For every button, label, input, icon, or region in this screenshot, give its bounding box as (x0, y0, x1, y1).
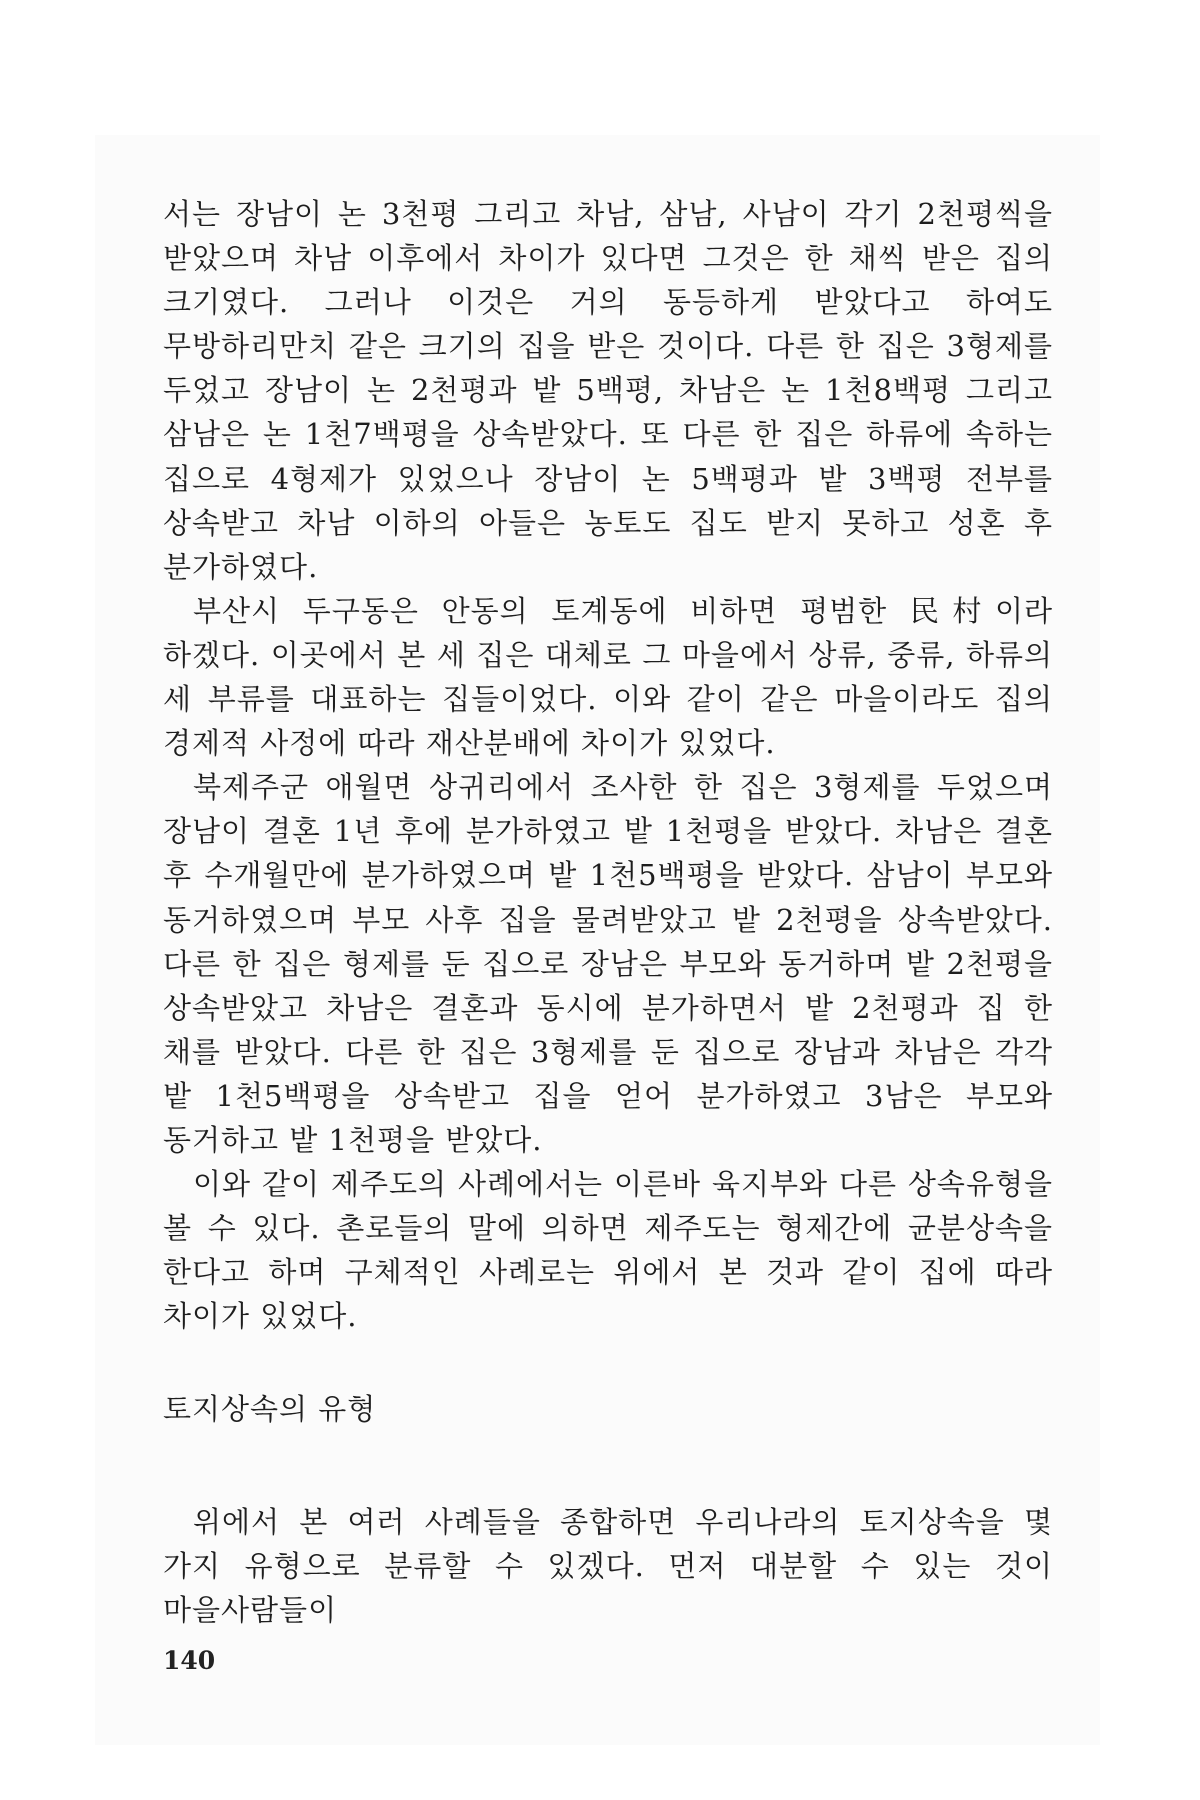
section-heading: 토지상속의 유형 (163, 1392, 377, 1427)
paragraph-busan: 부산시 두구동은 안동의 토계동에 비하면 평범한 民村이라 하겠다. 이곳에서 본 세 집은 대체로 그 마을에서 상류, 중류, 하류의 세 부류를 대표하는 집들이었다. 이와 같이 같은 마을이라도 집의 경제적 사정에 따라 재산분배에 차이가 있었다. (163, 593, 1053, 761)
page-body (163, 192, 1053, 1632)
paragraph-continued: 서는 장남이 논 3천평 그리고 차남, 삼남, 사남이 각기 2천평씩을 받았으며 차남 이후에서 차이가 있다면 그것은 한 채씩 받은 집의 크기였다. 그러나 이것은 거의 동등하게 받았다고 하여도 무방하리만치 같은 크기의 집을 받은 것이다. 다른 한 집은 3형제를 두었고 장남이 논 2천평과 밭 5백평, 차남은 논 1천8백평 그리고 삼남은 논 1천7백평을 상속받았다. 또 다른 한 집은 하류에 속하는 집으로 4형제가 있었으나 장남이 논 5백평과 밭 3백평 전부를 상속받고 차남 이하의 아들은 농토도 집도 받지 못하고 성혼 후 분가하였다. (163, 197, 1053, 584)
paragraph-closing: 위에서 본 여러 사례들을 종합하면 우리나라의 토지상속을 몇 가지 유형으로 분류할 수 있겠다. 먼저 대분할 수 있는 것이 마을사람들이 (163, 1504, 1053, 1627)
paragraph-jeju-cases: 북제주군 애월면 상귀리에서 조사한 한 집은 3형제를 두었으며 장남이 결혼 1년 후에 분가하였고 밭 1천평을 받았다. 차남은 결혼 후 수개월만에 분가하였으며 밭 1천5백평을 받았다. 삼남이 부모와 동거하였으며 부모 사후 집을 물려받았고 밭 2천평을 상속받았다. 다른 한 집은 형제를 둔 집으로 장남은 부모와 동거하며 밭 2천평을 상속받았고 차남은 결혼과 동시에 분가하면서 밭 2천평과 집 한 채를 받았다. 다른 한 집은 3형제를 둔 집으로 장남과 차남은 각각 밭 1천5백평을 상속받고 집을 얻어 분가하였고 3남은 부모와 동거하고 밭 1천평을 받았다. (163, 770, 1053, 1157)
page-number: 140 (163, 1646, 216, 1675)
paragraph-jeju-summary: 이와 같이 제주도의 사례에서는 이른바 육지부와 다른 상속유형을 볼 수 있다. 촌로들의 말에 의하면 제주도는 형제간에 균분상속을 한다고 하며 구체적인 사례로는 위에서 본 것과 같이 집에 따라 차이가 있었다. (163, 1167, 1053, 1334)
